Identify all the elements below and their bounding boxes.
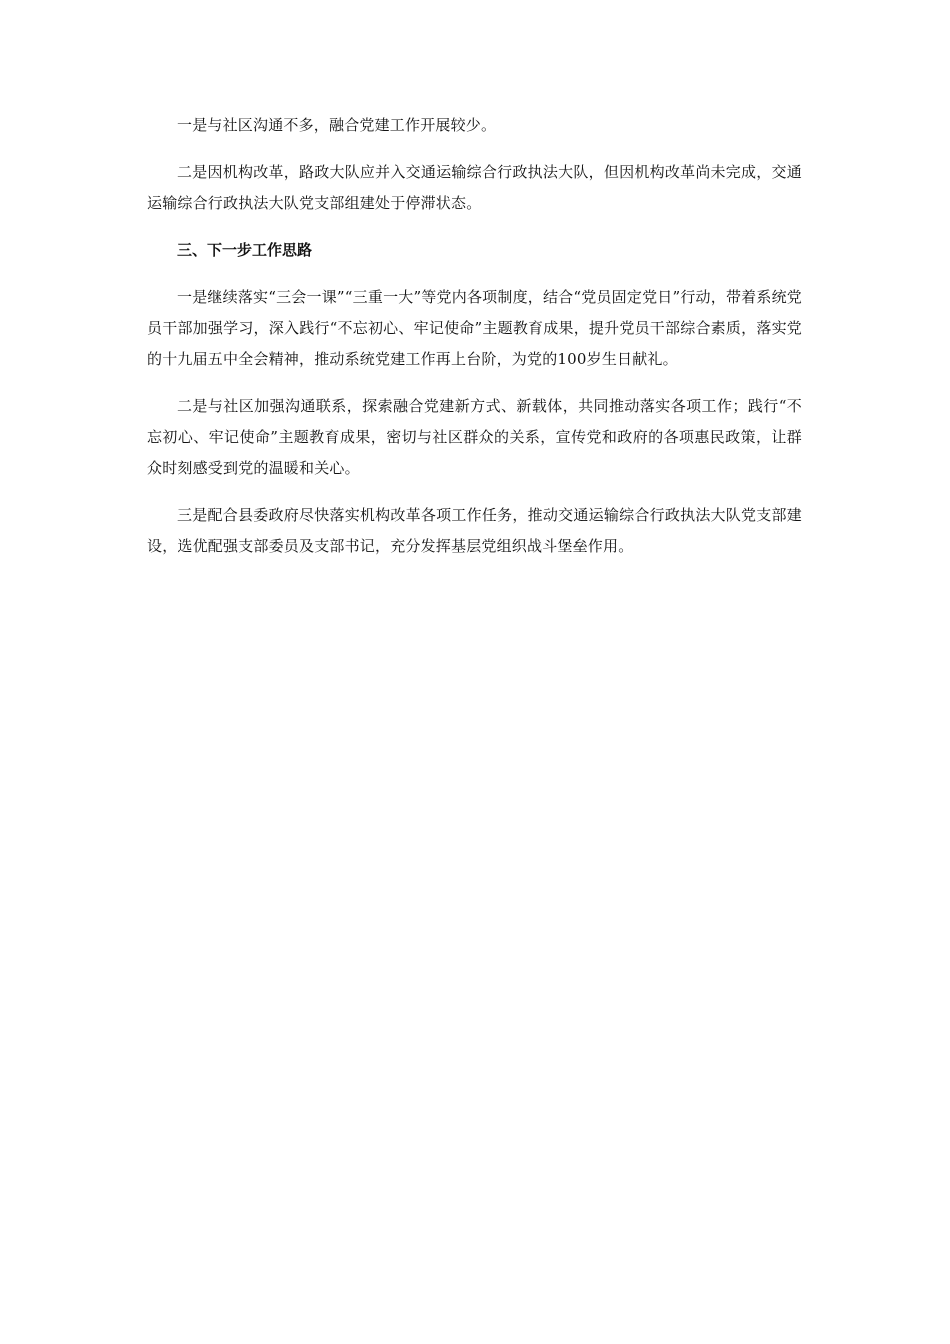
paragraph-plan-3: 三是配合县委政府尽快落实机构改革各项工作任务，推动交通运输综合行政执法大队党支部建设，选优配强支部委员及支部书记，充分发挥基层党组织战斗堡垒作用。 xyxy=(147,506,802,555)
paragraph-plan-2: 二是与社区加强沟通联系，探索融合党建新方式、新载体，共同推动落实各项工作；践行“不忘初心、牢记使命”主题教育成果，密切与社区群众的关系，宣传党和政府的各项惠民政策，让群众时刻感受到党的温暖和关心。 xyxy=(147,397,802,477)
section-heading: 三、下一步工作思路 xyxy=(177,241,313,259)
paragraph-issue-2: 二是因机构改革，路政大队应并入交通运输综合行政执法大队，但因机构改革尚未完成，交通运输综合行政执法大队党支部组建处于停滞状态。 xyxy=(147,163,802,212)
paragraph-plan-1: 一是继续落实“三会一课”“三重一大”等党内各项制度，结合“党员固定党日”行动，带着系统党员干部加强学习，深入践行“不忘初心、牢记使命”主题教育成果，提升党员干部综合素质，落实党的十九届五中全会精神，推动系统党建工作再上台阶，为党的100岁生日献礼。 xyxy=(147,288,802,368)
paragraph-issue-1: 一是与社区沟通不多，融合党建工作开展较少。 xyxy=(177,116,497,134)
document-body xyxy=(147,110,802,578)
